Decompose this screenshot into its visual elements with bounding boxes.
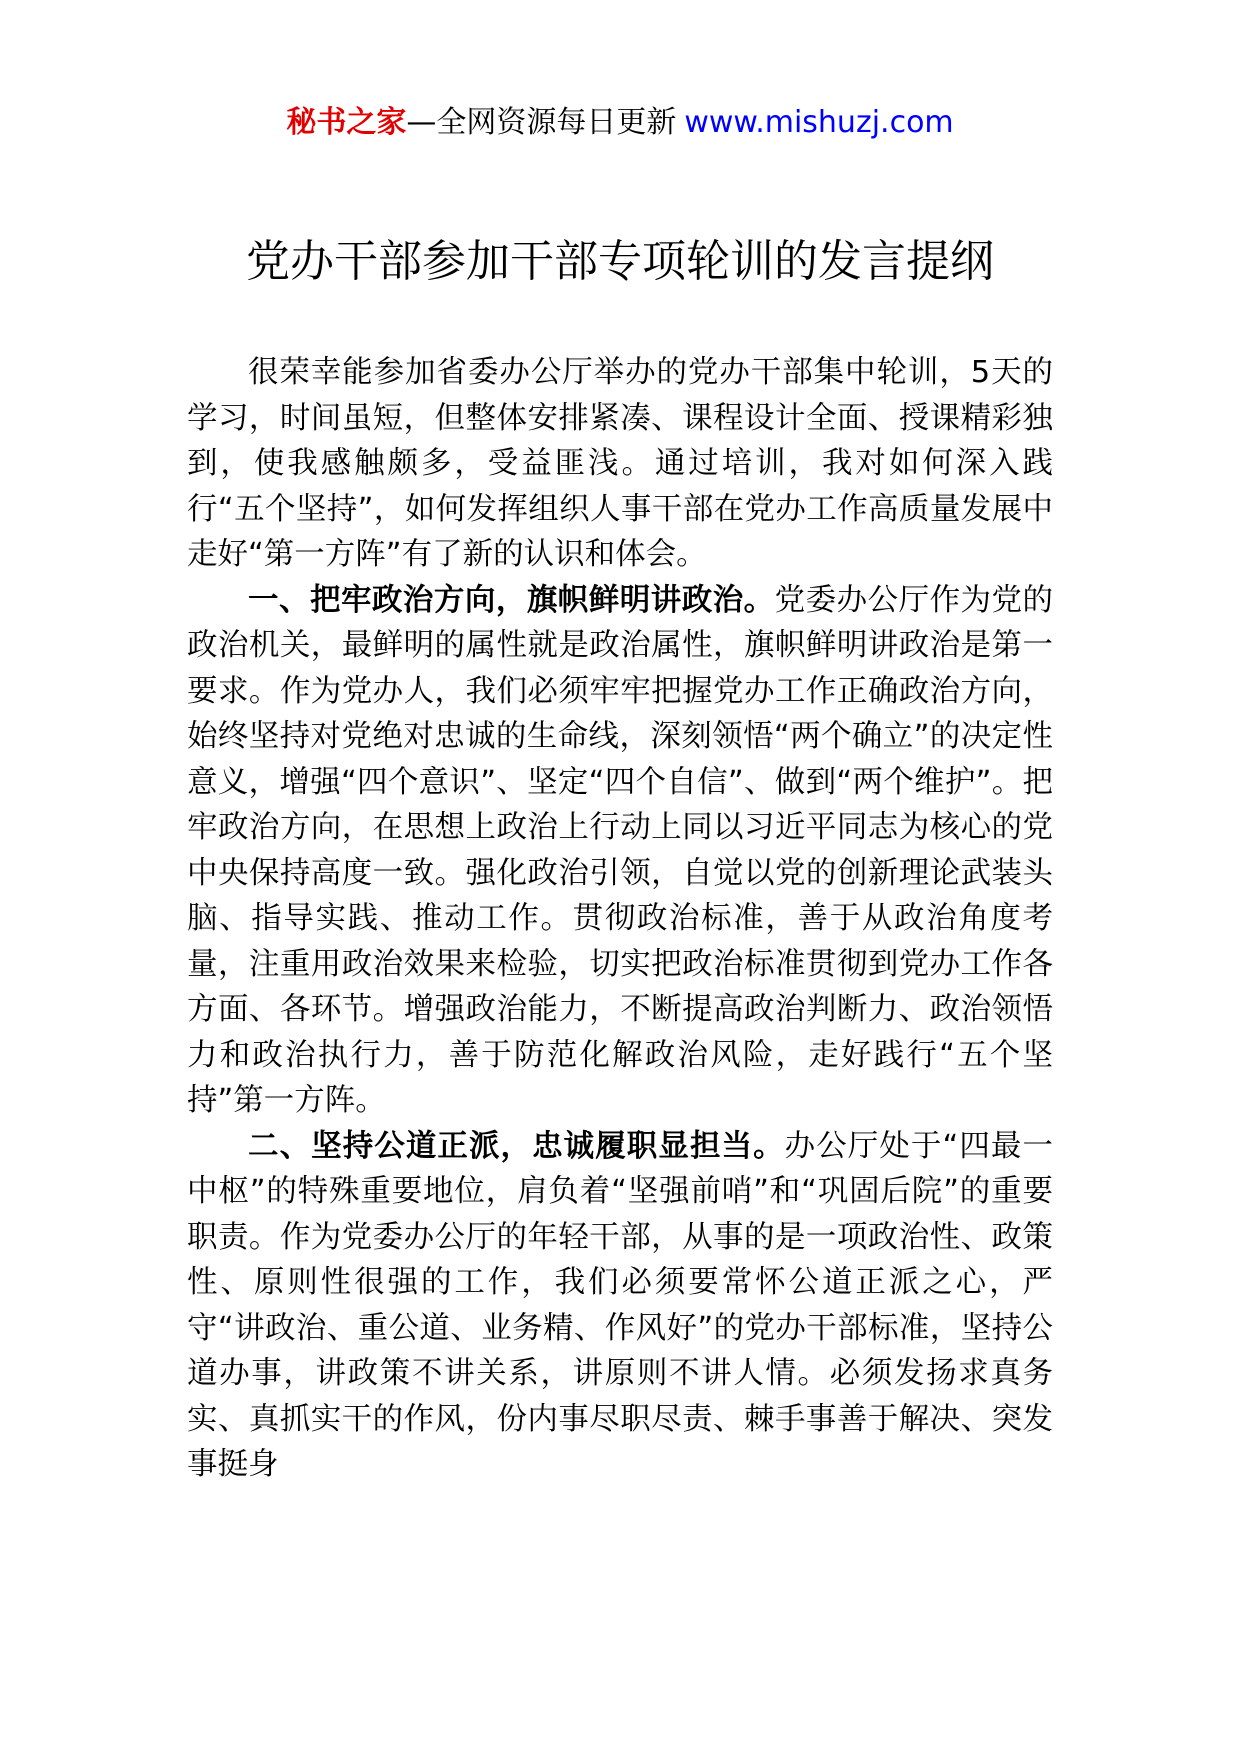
section-heading-2: 二、坚持公道正派，忠诚履职显担当。 (248, 1128, 785, 1164)
section-text-2: 办公厅处于“四最一中枢”的特殊重要地位，肩负着“坚强前哨”和“巩固后院”的重要职责。作为党委办公厅的年轻干部，从事的是一项政治性、政策性、原则性很强的工作，我们必须要常怀公道正派之心，严守“讲政治、重公道、业务精、作风好”的党办干部标准，坚持公道办事，讲政策不讲关系，讲原则不讲人情。必须发扬求真务实、真抓实干的作风，份内事尽职尽责、棘手事善于解决、突发事挺身 (187, 1128, 1053, 1482)
site-url-link[interactable]: www.mishuzj.com (684, 105, 954, 140)
section-paragraph-1 (187, 578, 1053, 1124)
intro-paragraph: 很荣幸能参加省委办公厅举办的党办干部集中轮训，5天的学习，时间虽短，但整体安排紧凑、课程设计全面、授课精彩独到，使我感触颇多，受益匪浅。通过培训，我对如何深入践行“五个坚持”，如何发挥组织人事干部在党办工作高质量发展中走好“第一方阵”有了新的认识和体会。 (187, 355, 1053, 572)
section-paragraph-2 (187, 1124, 1053, 1488)
section-text-1: 党委办公厅作为党的政治机关，最鲜明的属性就是政治属性，旗帜鲜明讲政治是第一要求。作为党办人，我们必须牢牢把握党办工作正确政治方向，始终坚持对党绝对忠诚的生命线，深刻领悟“两个确立”的决定性意义，增强“四个意识”、坚定“四个自信”、做到“两个维护”。把牢政治方向，在思想上政治上行动上同以习近平同志为核心的党中央保持高度一致。强化政治引领，自觉以党的创新理论武装头脑、指导实践、推动工作。贯彻政治标准，善于从政治角度考量，注重用政治效果来检验，切实把政治标准贯彻到党办工作各方面、各环节。增强政治能力，不断提高政治判断力、政治领悟力和政治执行力，善于防范化解政治风险，走好践行“五个坚持”第一方阵。 (187, 582, 1054, 1118)
header-tagline: —全网资源每日更新 (406, 105, 677, 140)
section-heading-1: 一、把牢政治方向，旗帜鲜明讲政治。 (248, 582, 775, 618)
brand-name: 秘书之家 (286, 105, 407, 140)
document-body (187, 350, 1053, 1488)
site-header (0, 100, 1240, 146)
document-title: 党办干部参加干部专项轮训的发言提纲 (246, 236, 994, 287)
